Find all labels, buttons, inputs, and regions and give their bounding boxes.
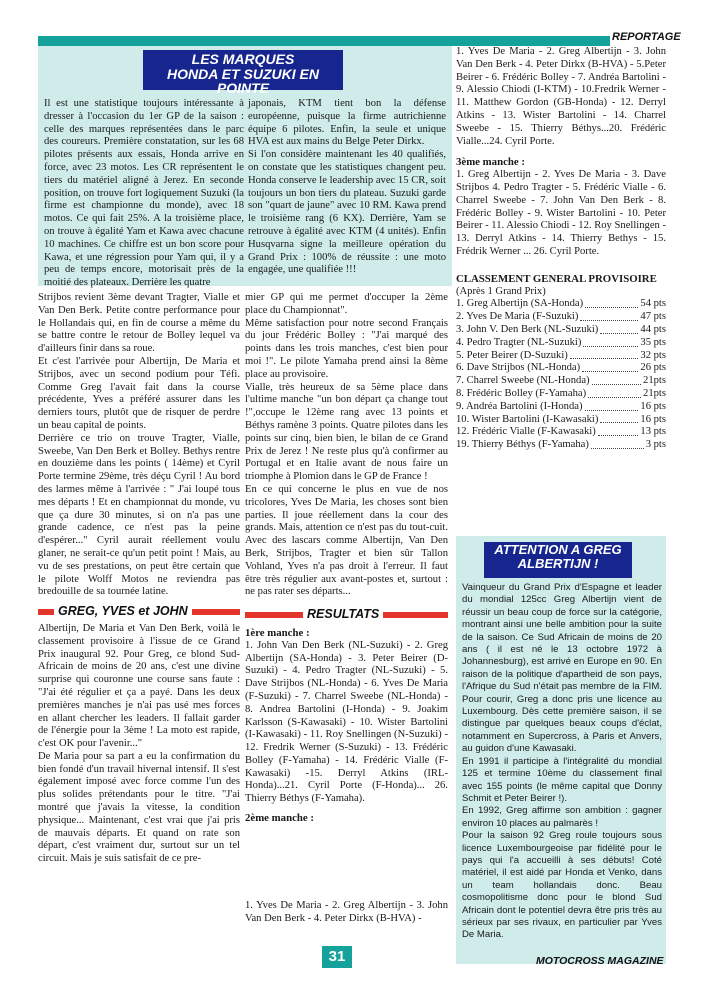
standings-rider: 7. Charrel Sweebe (NL-Honda): [456, 375, 590, 387]
section-label: REPORTAGE: [612, 31, 681, 43]
race2-results: 1. Yves De Maria - 2. Greg Albertijn - 3. John Van Den Berk - 4. Peter Dirkx (B-HVA) - 5.Peter Beirer - 6. Frédéric Bolley - 7. Andréa Bartolini - 9. Alessio Chiodi (I-KTM) - 10.Fredrik Werner - 11. Matthew Gordon (GB-Honda) - 12. Derryl Atkins - 13. Wister Bartolini - 14. Charrel Sweebe - 15. Thierry Béthys...20. Frédéric Vialle...24. Cyril Porte.: [456, 46, 666, 147]
standings-rider: 3. John V. Den Berk (NL-Suzuki): [456, 323, 599, 335]
race3-results: 1. Greg Albertijn - 2. Yves De Maria - 3. Dave Strijbos 4. Pedro Tragter - 5. Frédéric Vialle - 6. Charrel Sweebe - 7. John Van Den Berk - 8. Frédéric Bolley - 9. Wister Bartolini - 10. Peter Beirer - 11. Alessio Chiodi - 12. Roy Snellingen - 13. Derryl Atkins - 14. Thierry Bethys - 15. Frédrik Werner ... 26. Cyril Porte.: [456, 169, 666, 257]
brands-col2: [248, 98, 446, 277]
standings-rider: 12. Frédéric Vialle (F-Kawasaki): [456, 426, 596, 438]
standings-rider: 6. Dave Strijbos (NL-Honda): [456, 362, 581, 374]
leader-dots: [588, 388, 641, 398]
brands-box-title: [143, 50, 343, 97]
standings-points: 44 pts: [640, 323, 666, 335]
section-heading-text: GREG, YVES et JOHN: [58, 604, 188, 619]
greg-para: En 1992, Greg affirme son ambition : gagner environ 10 places au palmarès !: [462, 805, 662, 829]
standings-row: [456, 311, 666, 324]
standings-points: 16 pts: [640, 400, 666, 412]
header-bar: [38, 36, 610, 46]
article-col2: [245, 292, 448, 825]
standings-row: [456, 388, 666, 401]
standings-row: [456, 337, 666, 350]
standings-points: 26 pts: [640, 362, 666, 374]
article-col3: [456, 46, 666, 452]
greg-para: En 1991 il participe à l'intégralité du mondial 125 et termine 10ème du classement final avec 155 points (le même capital que Donny Schmit et Peter Beirer !).: [462, 755, 662, 804]
leader-dots: [591, 439, 644, 449]
results-heading-text: RESULTATS: [307, 607, 380, 622]
standings-title: CLASSEMENT GENERAL PROVISOIRE: [456, 272, 657, 285]
brands-title-line1: LES MARQUES: [191, 51, 295, 67]
red-bar-left: [38, 609, 54, 615]
standings-points: 21pts: [643, 387, 666, 399]
standings-row: [456, 298, 666, 311]
standings-points: 13 pts: [640, 426, 666, 438]
race1-title: 1ère manche :: [245, 626, 310, 639]
article-para: mier GP qui me permet d'occuper la 2ème place du Championnat".: [245, 292, 448, 316]
standings-points: 3 pts: [645, 439, 666, 451]
standings-rider: 10. Wister Bartolini (I-Kawasaki): [456, 413, 599, 425]
standings-points: 35 pts: [640, 336, 666, 348]
brands-text-3: Si l'on considère maintenant les 40 qualifiés, on constate que les statistiques changent peu. Honda conserve le leadership avec 15 CR, soit toujours un bon tiers du plateau. Suzuki garde son "quart de jaune" avec 10 RM. Kawa prend le troisième rang (6 KX). Derrière, Yam se retrouve à égalité avec KTM (4 unités). Enfin Husqvarna signe la meilleure opération du Grand Prix : 100% de réussite : une moto engagée, une qualifiée !!!: [248, 149, 446, 276]
leader-dots: [585, 401, 639, 411]
red-bar-right: [192, 609, 240, 615]
leader-dots: [600, 324, 638, 334]
standings-rider: 5. Peter Beirer (D-Suzuki): [456, 349, 568, 361]
standings-rider: 2. Yves De Maria (F-Suzuki): [456, 311, 579, 323]
race2-results-part1: 1. Yves De Maria - 2. Greg Albertijn - 3. John Van Den Berk - 4. Peter Dirkx (B-HVA) -: [245, 900, 448, 924]
race1-results: 1. John Van Den Berk (NL-Suzuki) - 2. Greg Albertijn (SA-Honda) - 3. Peter Beirer (D-Suzuki) - 4. Pedro Tragter (NL-Suzuki) - 5. Dave Strijbos (NL-Honda) - 6. Yves De Maria (F-Suzuki) - 7. Charrel Sweebe (NL-Honda) - 8. Andrea Bartolini (I-Honda) - 9. Joakim Karlsson (S-Kawasaki) - 10. Wister Bartolini (I-Kawasaki) - 11. Roy Snellingen (N-Suzuki) - 12. Fredrik Werner (S-Suzuki) - 13. Frédéric Bolley (F-Yamaha) - 14. Frédéric Vialle (F-Kawasaki) -15. Derryl Atkins (IRL-Honda)...21. Cyril Porte (F-Honda)... 26. Thierry Béthys (F-Yamaha).: [245, 639, 448, 805]
article-para: Même satisfaction pour notre second Français du jour Frédéric Bolley : "J'ai marqué des points dans les trois manches, c'est bien pour moi !". Le pilote Yamaha prend ainsi la 8ème place au provisoire.: [245, 317, 448, 380]
standings-row: [456, 375, 666, 388]
leader-dots: [592, 375, 641, 385]
article-col1: [38, 292, 240, 866]
greg-title-line1: ATTENTION A GREG: [494, 542, 622, 557]
race2-results-start: [245, 900, 448, 926]
magazine-name: MOTOCROSS MAGAZINE: [536, 955, 664, 967]
brands-title-line2: HONDA ET SUZUKI EN POINTE: [167, 65, 319, 97]
standings-rider: 19. Thierry Béthys (F-Yamaha): [456, 439, 589, 451]
standings-rider: 9. Andréa Bartolini (I-Honda): [456, 400, 583, 412]
standings-rider: 8. Frédéric Bolley (F-Yamaha): [456, 387, 587, 399]
red-bar-right: [383, 612, 448, 618]
section-heading-results: [245, 608, 448, 621]
greg-box-title: [484, 542, 632, 578]
red-bar-left: [245, 612, 303, 618]
leader-dots: [580, 311, 638, 321]
standings-points: 21pts: [643, 375, 666, 387]
leader-dots: [598, 426, 639, 436]
leader-dots: [570, 350, 639, 360]
standings-row: [456, 362, 666, 375]
article-para: Et c'est l'arrivée pour Albertijn, De Maria et Strijbos, avec un second podium pour Téfi. Comme Greg l'avait fait dans la course précédente, Yves a préféré assurer dans les derniers tours, plutôt que de risquer de perdre un beau capital de points.: [38, 355, 240, 431]
brands-text-2: japonais, KTM tient bon la défense européenne, puisque la firme autrichienne équipe 6 pilotes. Enfin, la seule et unique HVA est aux mains du Belge Peter Dirkx.: [248, 98, 446, 148]
article-para: Strijbos revient 3ème devant Tragter, Vialle et Van Den Berk. Petite contre performance pour le Hollandais qui, en fin de course a même du se battre contre le retour de Bolley lequel va d'ailleurs finir dans sa roue.: [38, 292, 240, 355]
standings-row: [456, 439, 666, 452]
leader-dots: [585, 298, 638, 308]
page-number: 31: [322, 946, 352, 968]
standings-row: [456, 414, 666, 427]
standings-points: 47 pts: [640, 311, 666, 323]
standings-points: 54 pts: [640, 298, 666, 310]
standings-subtitle: (Après 1 Grand Prix): [456, 285, 546, 297]
greg-para: Pour la saison 92 Greg roule toujours sous licence Luxembourgeoise par fidélité pour le pays qui l'a accueilli à ses débuts! Coté matériel, il est aidé par Honda et Venko, dans un team hollandais donc. Beau cosmopolitisme donc pour le blond Sud Africain dont le potentiel devra être pris très au sérieux par ses rivaux, en particulier par Yves De Maria.: [462, 830, 662, 941]
article-para: Derrière ce trio on trouve Tragter, Vialle, Sweebe, Van Den Berk et Bolley. Bethys rentre en douzième dans les points ( 14ème) et Cyril Porte termine 29ème, très déçu Cyril ! Au bord des larmes même à l'arrivée : " J'ai loupé tous mes départs ! Et en championnat du monde, vu que ça dure 30 minutes, si on n'a pas une grande cadence, ce n'est pas la peine d'espérer..." Cyril aurait réellement voulu glaner, ne serait-ce qu'un petit point ! Mais, au vu de ses prestations, on peut être certain que le pilote Wolff Motos ne reviendra pas bredouille de sa tournée latine.: [38, 432, 240, 598]
leader-dots: [583, 337, 638, 347]
section-heading-greg: [38, 605, 240, 618]
leader-dots: [600, 414, 638, 424]
standings-points: 32 pts: [640, 349, 666, 361]
brands-text-1: Il est une statistique toujours intéressante à dresser à l'occasion du 1er GP de la saison : celle des marques représentées dans le parc des coureurs. Première constatation, sur les 68 pilotes présents aux essais, Honda arrive en force, avec 23 motos. Les CR représentent le tiers du matériel aligné à Jerez. En seconde position, on trouve fort logiquement Suzuki (la firme est championne du monde), avec 18 motos. Ce qui fait 25%. A la troisième place, on trouve à égalité Yam et Kawa avec chacune 10 machines. Ce chiffre est un bon score pour Kawa, et une régression pour Yam qui, il y a peu de temps encore, motorisait près de la moitié des plateaux. Derrière les quatre: [44, 98, 244, 289]
article-para: De Maria pour sa part a eu la confirmation du bien fondé d'un travail hivernal intensif. Il s'est également imposé avec force comme l'un des plus solides prétendants pour le titre. "J'ai montré que j'avais la vitesse, la condition physique... Maintenant, c'est vrai que j'ai pris de mauvais départs. Et quand on rate son départ, c'est vraiment dur, surtout sur un tel circuit. Mais je suis satisfait de ce pre-: [38, 750, 240, 865]
standings-row: [456, 350, 666, 363]
race3-title: 3ème manche :: [456, 156, 525, 169]
standings-row: [456, 401, 666, 414]
race2-title: 2ème manche :: [245, 812, 314, 825]
standings-list: [456, 298, 666, 452]
greg-para: Vainqueur du Grand Prix d'Espagne et leader du mondial 125cc Greg Albertijn vient de réussir un beau coup de force sur la catégorie, montrant ainsi une belle ambition pour la suite de la saison. Ce Sud Africain de moins de 20 ans ( il est né le 13 octobre 1972 à Johannesburg), est arrivé en Europe en 90. En raison de la politique d'apartheid de son pays, l'Afrique du Sud n'était pas membre de la FIM. Pour courir, Greg a donc pris une licence au Luxembourg. Dès cette première saison, il se distingue par quelques beaux coups d'éclat, notamment en Supercross, à Paris et Anvers, au guidon d'une Kawasaki.: [462, 582, 662, 755]
greg-box-text: [462, 582, 662, 942]
greg-title-line2: ALBERTIJN !: [517, 555, 599, 571]
standings-rider: 4. Pedro Tragter (NL-Suzuki): [456, 336, 582, 348]
article-para: Vialle, très heureux de sa 5ème place dans l'ultime manche "un bon départ ça change tout !",occupe le 12ème rang avec 13 points et Béthys ramène 3 points. Quatre pilotes dans les points sur cinq, bien bien, le bilan de ce Grand Prix de Jerez ! Ne reste plus qu'à confirmer au Portugal et en Italie avant de nous faire un triomphe à Plomion dans le GP de France !: [245, 381, 448, 483]
article-para: En ce qui concerne le plus en vue de nos tricolores, Yves De Maria, les choses sont bien parties. Il joue réellement dans la cour des grands. Mais, attention ce n'est pas du tout-cuit. Avec des lascars comme Albertijn, Van Den Berk, Strijbos, Tragter et bien sûr Tallon Vohland, Yves n'a pas droit à l'erreur. Il faut être très régulier aux avant-postes et, surtout : ne pas rater ses départs...: [245, 483, 448, 598]
leader-dots: [582, 362, 638, 372]
standings-rider: 1. Greg Albertijn (SA-Honda): [456, 298, 584, 310]
standings-points: 16 pts: [640, 413, 666, 425]
standings-row: [456, 426, 666, 439]
standings-row: [456, 324, 666, 337]
article-para: Albertijn, De Maria et Van Den Berk, voilà le classement provisoire à l'issue de ce Grand Prix inaugural 92. Pour Greg, ce blond Sud-Africain de moins de 20 ans, c'est une divine surprise qui couronne une course sans faute : "J'ai été régulier et ça a payé. Dans les deux premières manches je n'ai pas usé mes forces en allant chercher les leaders. Il fallait garder de l'énergie pour la 3ème ! La moto est rapide, c'est OK pour l'avenir...": [38, 622, 240, 750]
brands-col1: [44, 98, 244, 290]
